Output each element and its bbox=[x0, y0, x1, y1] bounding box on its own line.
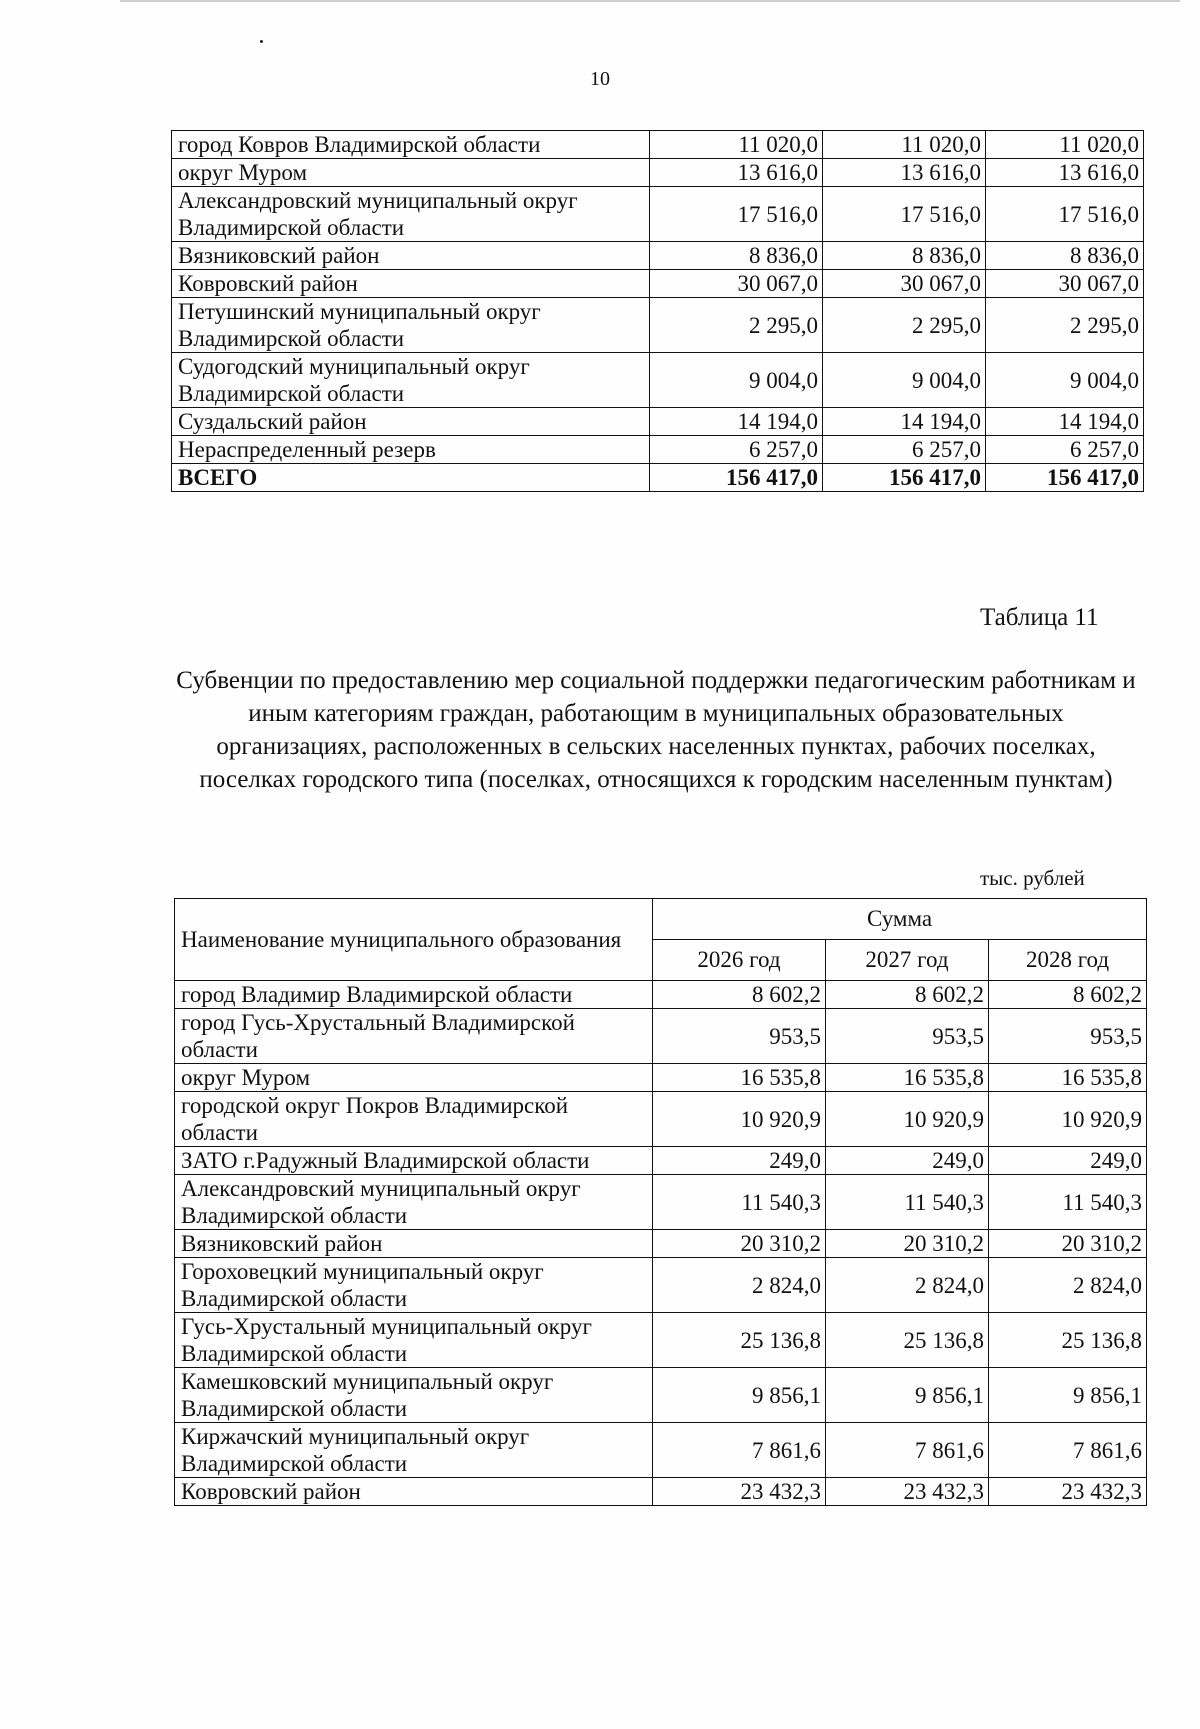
table-11-label: Таблица 11 bbox=[980, 604, 1099, 631]
table-row bbox=[172, 298, 1144, 353]
value-2026: 9 004,0 bbox=[650, 353, 823, 408]
table-row bbox=[172, 242, 1144, 270]
row-name: Вязниковский район bbox=[172, 242, 650, 270]
value-2027: 2 295,0 bbox=[823, 298, 986, 353]
value-2027: 8 836,0 bbox=[823, 242, 986, 270]
value-2027: 2 824,0 bbox=[826, 1258, 989, 1313]
table-11-body bbox=[175, 981, 1147, 1506]
value-2028: 9 856,1 bbox=[989, 1368, 1147, 1423]
row-name: Гусь-Хрустальный муниципальный округ Владимирской области bbox=[175, 1313, 653, 1368]
table-10-continued bbox=[171, 130, 1144, 492]
value-2026: 249,0 bbox=[653, 1147, 826, 1175]
value-2026: 11 540,3 bbox=[653, 1175, 826, 1230]
row-name: ВСЕГО bbox=[172, 464, 650, 492]
units-label: тыс. рублей bbox=[980, 866, 1085, 890]
scan-top-edge bbox=[120, 0, 1180, 2]
value-2026: 8 602,2 bbox=[653, 981, 826, 1009]
value-2028: 17 516,0 bbox=[986, 187, 1144, 242]
table-row bbox=[175, 1313, 1147, 1368]
row-name: Суздальский район bbox=[172, 408, 650, 436]
value-2026: 11 020,0 bbox=[650, 131, 823, 159]
table-row bbox=[175, 1258, 1147, 1313]
value-2026: 8 836,0 bbox=[650, 242, 823, 270]
value-2027: 16 535,8 bbox=[826, 1064, 989, 1092]
value-2028: 23 432,3 bbox=[989, 1478, 1147, 1506]
value-2026: 2 295,0 bbox=[650, 298, 823, 353]
value-2027: 25 136,8 bbox=[826, 1313, 989, 1368]
value-2027: 249,0 bbox=[826, 1147, 989, 1175]
value-2028: 953,5 bbox=[989, 1009, 1147, 1064]
table-11-title: Субвенции по предоставлению мер социальной поддержки педагогическим работникам и иным категориям граждан, работающим в муниципальных образовательных организациях, расположенных в сельских населенных пунктах, рабочих поселках, поселках городского типа (поселках, относящихся к городским населенным пунктам) bbox=[176, 667, 1136, 793]
table-row bbox=[175, 1230, 1147, 1258]
table-row bbox=[175, 1478, 1147, 1506]
table-10-body bbox=[172, 131, 1144, 492]
row-name: Вязниковский район bbox=[175, 1230, 653, 1258]
table-row bbox=[172, 408, 1144, 436]
value-2028: 156 417,0 bbox=[986, 464, 1144, 492]
value-2028: 11 020,0 bbox=[986, 131, 1144, 159]
table-row bbox=[175, 1147, 1147, 1175]
table-row bbox=[175, 1175, 1147, 1230]
header-year-2026: 2026 год bbox=[653, 940, 826, 981]
value-2027: 156 417,0 bbox=[823, 464, 986, 492]
header-sum: Сумма bbox=[653, 899, 1147, 940]
table-row bbox=[175, 1009, 1147, 1064]
value-2028: 20 310,2 bbox=[989, 1230, 1147, 1258]
row-name: Киржачский муниципальный округ Владимирской области bbox=[175, 1423, 653, 1478]
value-2028: 14 194,0 bbox=[986, 408, 1144, 436]
total-row bbox=[172, 464, 1144, 492]
row-name: Петушинский муниципальный округ Владимирской области bbox=[172, 298, 650, 353]
value-2027: 11 020,0 bbox=[823, 131, 986, 159]
header-year-2028: 2028 год bbox=[989, 940, 1147, 981]
table-11 bbox=[174, 898, 1147, 1506]
value-2026: 17 516,0 bbox=[650, 187, 823, 242]
value-2027: 9 004,0 bbox=[823, 353, 986, 408]
value-2028: 13 616,0 bbox=[986, 159, 1144, 187]
value-2027: 9 856,1 bbox=[826, 1368, 989, 1423]
value-2028: 16 535,8 bbox=[989, 1064, 1147, 1092]
value-2028: 249,0 bbox=[989, 1147, 1147, 1175]
scan-speck bbox=[260, 40, 263, 43]
value-2028: 8 602,2 bbox=[989, 981, 1147, 1009]
table-row bbox=[175, 1368, 1147, 1423]
table-row bbox=[172, 270, 1144, 298]
value-2028: 8 836,0 bbox=[986, 242, 1144, 270]
row-name: Нераспределенный резерв bbox=[172, 436, 650, 464]
value-2027: 6 257,0 bbox=[823, 436, 986, 464]
value-2026: 7 861,6 bbox=[653, 1423, 826, 1478]
value-2026: 10 920,9 bbox=[653, 1092, 826, 1147]
row-name: Александровский муниципальный округ Владимирской области bbox=[172, 187, 650, 242]
table-row bbox=[172, 131, 1144, 159]
value-2028: 2 295,0 bbox=[986, 298, 1144, 353]
value-2026: 25 136,8 bbox=[653, 1313, 826, 1368]
row-name: Александровский муниципальный округ Владимирской области bbox=[175, 1175, 653, 1230]
table-row bbox=[175, 1064, 1147, 1092]
table-row bbox=[172, 187, 1144, 242]
value-2028: 7 861,6 bbox=[989, 1423, 1147, 1478]
row-name: Гороховецкий муниципальный округ Владимирской области bbox=[175, 1258, 653, 1313]
value-2027: 23 432,3 bbox=[826, 1478, 989, 1506]
row-name: городской округ Покров Владимирской области bbox=[175, 1092, 653, 1147]
value-2026: 23 432,3 bbox=[653, 1478, 826, 1506]
row-name: округ Муром bbox=[175, 1064, 653, 1092]
value-2026: 20 310,2 bbox=[653, 1230, 826, 1258]
table-row bbox=[172, 436, 1144, 464]
value-2026: 9 856,1 bbox=[653, 1368, 826, 1423]
table-row bbox=[175, 981, 1147, 1009]
value-2026: 6 257,0 bbox=[650, 436, 823, 464]
row-name: город Гусь-Хрустальный Владимирской области bbox=[175, 1009, 653, 1064]
value-2028: 2 824,0 bbox=[989, 1258, 1147, 1313]
row-name: округ Муром bbox=[172, 159, 650, 187]
table-row bbox=[175, 1092, 1147, 1147]
value-2027: 30 067,0 bbox=[823, 270, 986, 298]
value-2026: 156 417,0 bbox=[650, 464, 823, 492]
value-2027: 11 540,3 bbox=[826, 1175, 989, 1230]
value-2027: 7 861,6 bbox=[826, 1423, 989, 1478]
table-row bbox=[172, 159, 1144, 187]
table-row bbox=[172, 353, 1144, 408]
row-name: ЗАТО г.Радужный Владимирской области bbox=[175, 1147, 653, 1175]
value-2027: 10 920,9 bbox=[826, 1092, 989, 1147]
row-name: город Ковров Владимирской области bbox=[172, 131, 650, 159]
table-row bbox=[175, 1423, 1147, 1478]
row-name: Судогодский муниципальный округ Владимирской области bbox=[172, 353, 650, 408]
table-11-header bbox=[175, 899, 1147, 981]
value-2026: 13 616,0 bbox=[650, 159, 823, 187]
value-2027: 953,5 bbox=[826, 1009, 989, 1064]
page-number: 10 bbox=[590, 68, 610, 90]
row-name: Ковровский район bbox=[175, 1478, 653, 1506]
header-name-column: Наименование муниципального образования bbox=[175, 899, 653, 981]
value-2026: 16 535,8 bbox=[653, 1064, 826, 1092]
value-2028: 6 257,0 bbox=[986, 436, 1144, 464]
value-2027: 17 516,0 bbox=[823, 187, 986, 242]
value-2027: 13 616,0 bbox=[823, 159, 986, 187]
row-name: Камешковский муниципальный округ Владимирской области bbox=[175, 1368, 653, 1423]
value-2028: 25 136,8 bbox=[989, 1313, 1147, 1368]
value-2026: 2 824,0 bbox=[653, 1258, 826, 1313]
value-2026: 953,5 bbox=[653, 1009, 826, 1064]
value-2027: 14 194,0 bbox=[823, 408, 986, 436]
row-name: Ковровский район bbox=[172, 270, 650, 298]
value-2028: 9 004,0 bbox=[986, 353, 1144, 408]
value-2027: 20 310,2 bbox=[826, 1230, 989, 1258]
value-2027: 8 602,2 bbox=[826, 981, 989, 1009]
value-2028: 10 920,9 bbox=[989, 1092, 1147, 1147]
row-name: город Владимир Владимирской области bbox=[175, 981, 653, 1009]
value-2028: 30 067,0 bbox=[986, 270, 1144, 298]
value-2026: 14 194,0 bbox=[650, 408, 823, 436]
value-2028: 11 540,3 bbox=[989, 1175, 1147, 1230]
value-2026: 30 067,0 bbox=[650, 270, 823, 298]
header-year-2027: 2027 год bbox=[826, 940, 989, 981]
